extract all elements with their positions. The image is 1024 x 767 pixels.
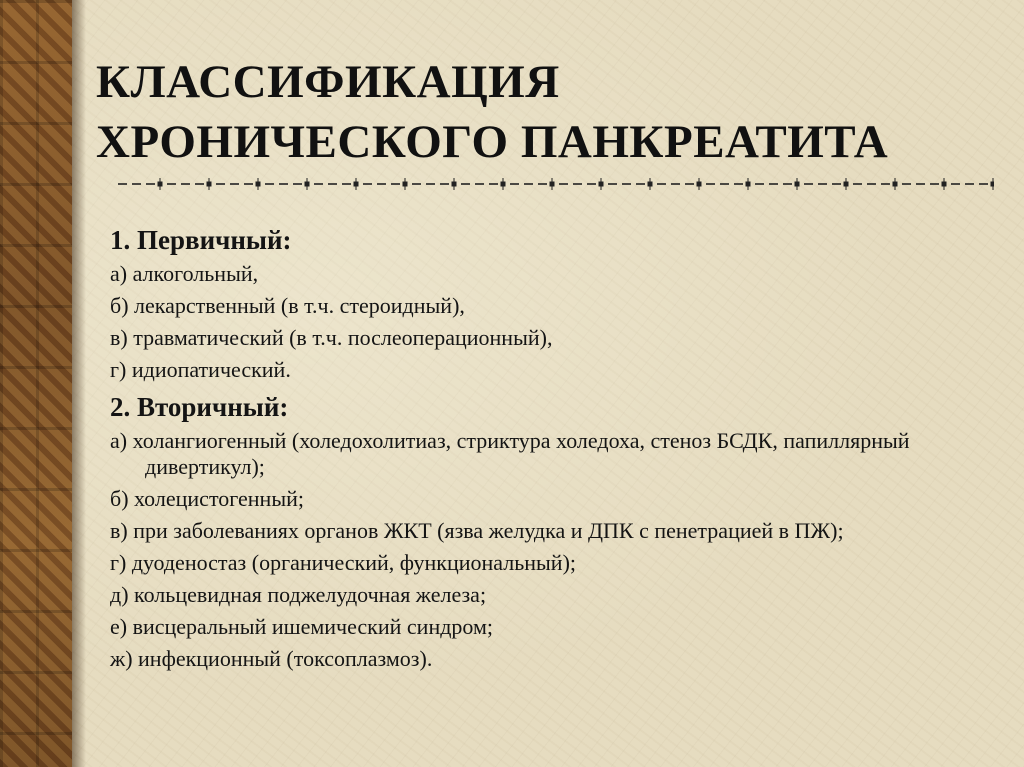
title-divider [118,176,994,192]
secondary-item-a: а) холангиогенный (холедохолитиаз, стриктура холедоха, стеноз БСДК, папиллярный дивертикул); [110,428,910,479]
slide-content [110,222,1010,672]
band-shadow [72,0,86,767]
secondary-item-d: г) дуоденостаз (органический, функциональный); [110,550,577,575]
primary-item-d: г) идиопатический. [110,357,291,382]
secondary-item-e: д) кольцевидная поджелудочная железа; [110,582,487,607]
primary-heading: 1. Первичный: [110,225,292,255]
primary-item-a: а) алкогольный, [110,261,259,286]
secondary-item-g: ж) инфекционный (токсоплазмоз). [110,646,433,671]
decorative-wood-band [0,0,72,767]
slide-title [96,52,996,172]
primary-item-b: б) лекарственный (в т.ч. стероидный), [110,293,465,318]
secondary-item-b: б) холецистогенный; [110,486,304,511]
secondary-item-f: е) висцеральный ишемический синдром; [110,614,494,639]
title-line-1: КЛАССИФИКАЦИЯ [96,56,560,108]
title-line-2: ХРОНИЧЕСКОГО ПАНКРЕАТИТА [96,116,889,168]
secondary-heading: 2. Вторичный: [110,392,289,422]
secondary-item-c: в) при заболеваниях органов ЖКТ (язва желудка и ДПК с пенетрацией в ПЖ); [110,518,844,543]
primary-item-c: в) травматический (в т.ч. послеоперационный), [110,325,553,350]
